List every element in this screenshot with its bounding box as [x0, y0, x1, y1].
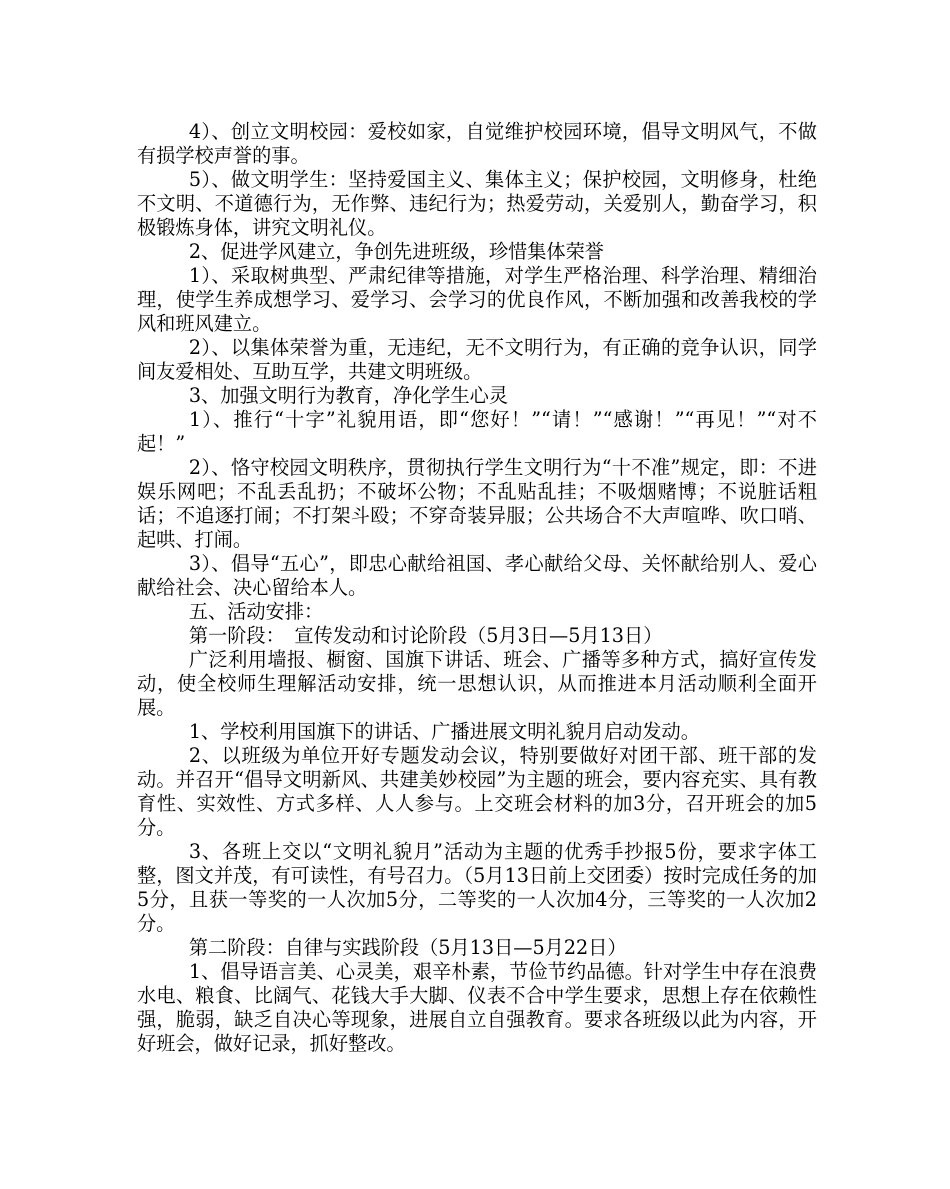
paragraph-phase-two-heading: 第二阶段：自律与实践阶段（5月13日—5月22日）	[188, 936, 627, 959]
paragraph-civilized-student: 5）、做文明学生：坚持爱国主义、集体主义；保护校园，文明修身，杜绝不文明、不道德行为，无作弊、违纪行为；热爱劳动，关爱别人，勤奋学习，积极锻炼身体，讲究文明礼仪。	[137, 168, 817, 239]
document-body	[137, 120, 817, 1056]
section-heading-activity-schedule: 五、活动安排：	[188, 600, 324, 623]
paragraph-phase-one-heading: 第一阶段： 宣传发动和讨论阶段（5月3日—5月13日）	[188, 624, 663, 647]
paragraph-behavior-education-heading: 3、加强文明行为教育，净化学生心灵	[188, 384, 509, 407]
paragraph-strict-management: 1）、采取树典型、严肃纪律等措施，对学生严格治理、科学治理、精细治理，使学生养成想学习、爱学习、会学习的优良作风，不断加强和改善我校的学风和班风建立。	[137, 264, 817, 335]
paragraph-class-meeting: 2、以班级为单位开好专题发动会议，特别要做好对团干部、班干部的发动。并召开“倡导文明新风、共建美妙校园”为主题的班会，要内容充实、具有教育性、实效性、方式多样、人人参与。上交班会材料的加3分，召开班会的加5分。	[137, 744, 817, 839]
paragraph-collective-honor: 2）、以集体荣誉为重，无违纪，无不文明行为，有正确的竞争认识，同学间友爱相处、互助互学，共建文明班级。	[137, 336, 817, 383]
paragraph-civilized-campus: 4）、创立文明校园：爱校如家，自觉维护校园环境，倡导文明风气，不做有损学校声誉的事。	[137, 120, 817, 167]
paragraph-handwritten-newspaper: 3、各班上交以“文明礼貌月”活动为主题的优秀手抄报5份，要求字体工整，图文并茂，有可读性，有号召力。（5月13日前上交团委）按时完成任务的加5分，且获一等奖的一人次加5分，二等奖的一人次加4分，三等奖的一人次加2分。	[137, 840, 817, 935]
paragraph-flag-speech: 1、学校利用国旗下的讲话、广播进展文明礼貌月启动发动。	[188, 720, 700, 743]
paragraph-five-hearts: 3）、倡导“五心”，即忠心献给祖国、孝心献给父母、关怀献给别人、爱心献给社会、决心留给本人。	[137, 552, 817, 599]
paragraph-polite-words: 1）、推行“十字”礼貌用语，即“您好！”“请！”“感谢！”“再见！”“对不起！”	[137, 408, 817, 455]
paragraph-ten-prohibitions: 2）、恪守校园文明秩序，贯彻执行学生文明行为“十不准”规定，即：不进娱乐网吧；不乱丢乱扔；不破坏公物；不乱贴乱挂；不吸烟赌博；不说脏话粗话；不追逐打闹；不打架斗殴；不穿奇装异服；公共场合不大声喧哗、吹口哨、起哄、打闹。	[137, 456, 817, 551]
paragraph-frugality: 1、倡导语言美、心灵美，艰辛朴素，节俭节约品德。针对学生中存在浪费水电、粮食、比阔气、花钱大手大脚、仪表不合中学生要求，思想上存在依赖性强，脆弱，缺乏自决心等现象，进展自立自强教育。要求各班级以此为内容，开好班会，做好记录，抓好整改。	[137, 960, 817, 1055]
paragraph-study-style-heading: 2、促进学风建立，争创先进班级，珍惜集体荣誉	[188, 240, 604, 263]
paragraph-publicity: 广泛利用墙报、橱窗、国旗下讲话、班会、广播等多种方式，搞好宣传发动，使全校师生理解活动安排，统一思想认识，从而推进本月活动顺利全面开展。	[137, 648, 817, 719]
